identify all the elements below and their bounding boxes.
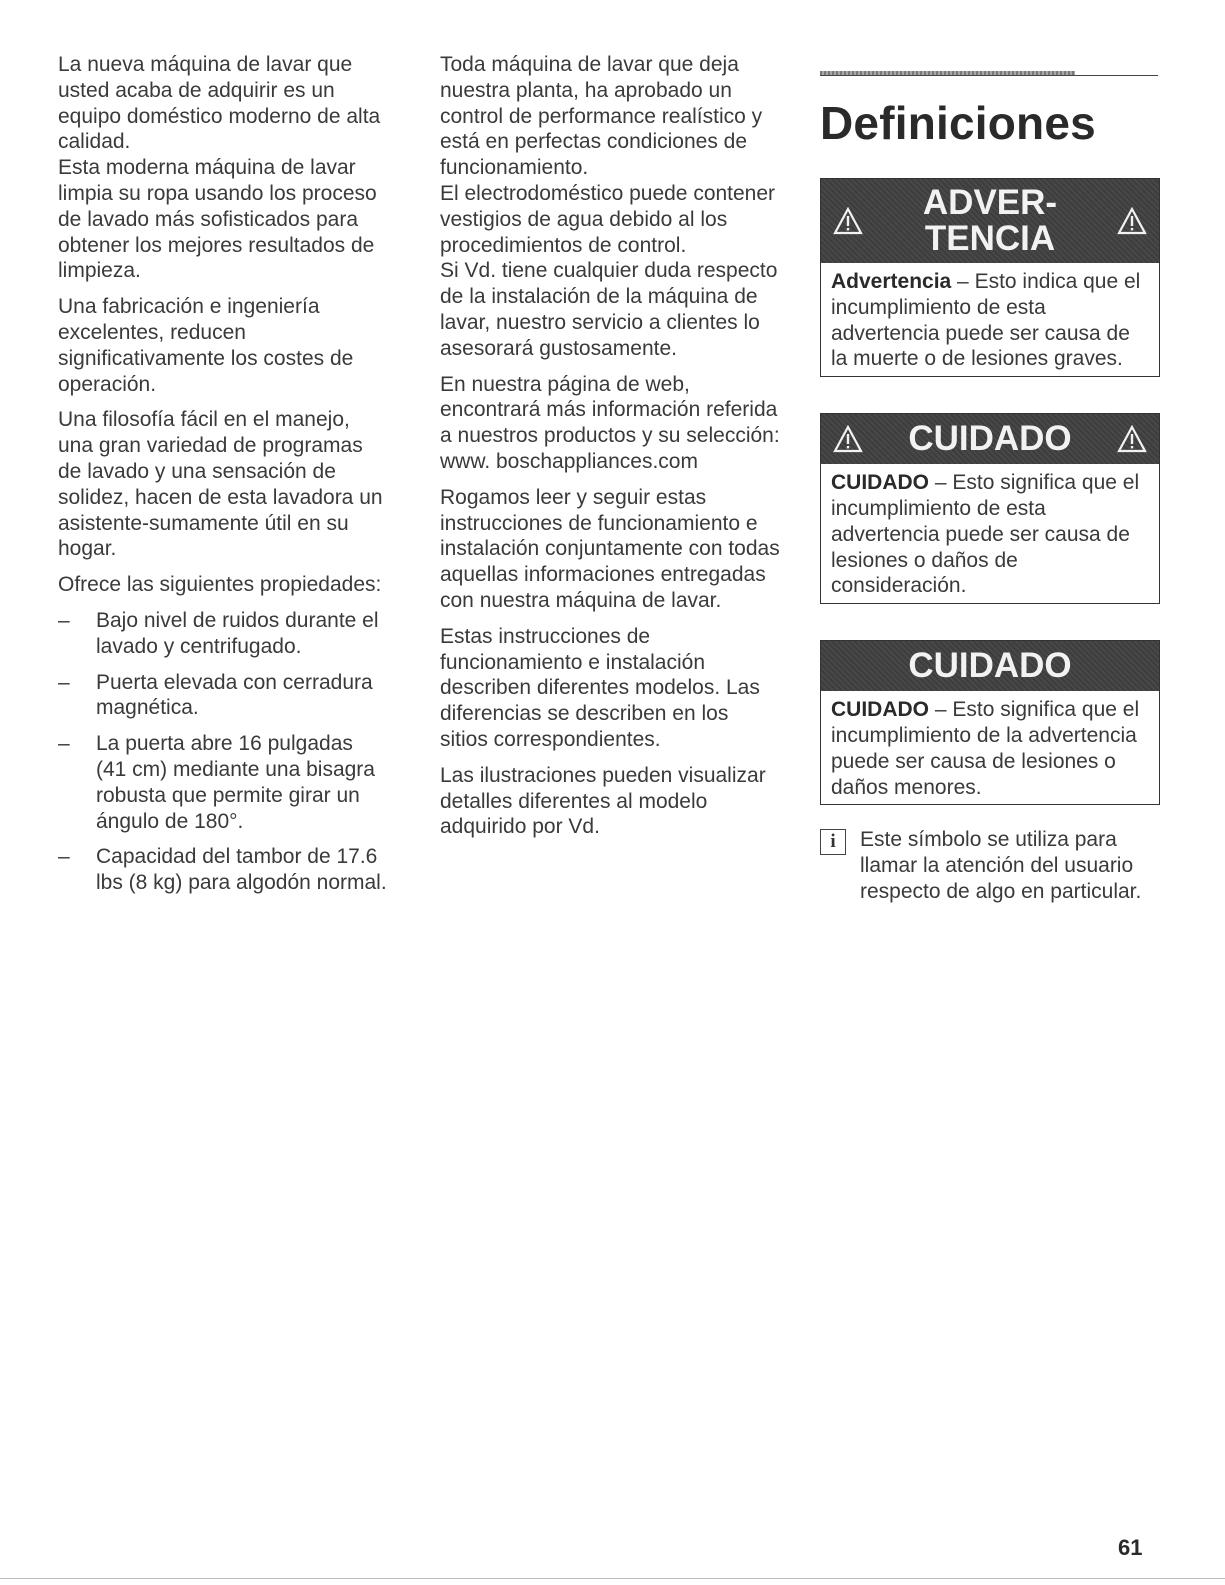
website-url: www. boschappliances.com bbox=[440, 449, 698, 473]
caution-title: CUIDADO bbox=[908, 646, 1072, 686]
list-item: – Puerta elevada con cerradura magnética. bbox=[58, 670, 373, 720]
caution-text: CUIDADO – Esto significa que el incumplimiento de la advertencia puede ser causa de lesiones o daños menores. bbox=[831, 698, 1140, 799]
dash-bullet: – bbox=[58, 732, 70, 756]
page-number: 61 bbox=[1118, 1535, 1143, 1560]
caution-header bbox=[821, 414, 1159, 464]
warning-triangle-icon bbox=[1117, 425, 1147, 453]
web-paragraph: En nuestra página de web, encontrará más información referida a nuestros productos y su selección: bbox=[440, 372, 780, 448]
caution-header bbox=[821, 641, 1159, 691]
philosophy-paragraph: Una filosofía fácil en el manejo, una gran variedad de programas de lavado y una sensación de solidez, hacen de esta lavadora un asistente-sumamente útil en su hogar. bbox=[58, 408, 383, 561]
info-column bbox=[440, 52, 780, 850]
properties-intro: Ofrece las siguientes propiedades: bbox=[58, 573, 382, 597]
warning-box bbox=[820, 178, 1160, 377]
warning-title: ADVER- TENCIA bbox=[922, 183, 1058, 258]
dash-bullet: – bbox=[58, 845, 70, 869]
caution-box-minor bbox=[820, 640, 1160, 805]
caution-text: CUIDADO – Esto significa que el incumplimiento de esta advertencia puede ser causa de lesiones o daños de consideración. bbox=[831, 471, 1140, 598]
models-paragraph: Estas instrucciones de funcionamiento e instalación describen diferentes modelos. Las diferencias se describen en los sitios correspondientes. bbox=[440, 624, 760, 751]
properties-list bbox=[58, 608, 388, 896]
list-item: – Capacidad del tambor de 17.6 lbs (8 kg) para algodón normal. bbox=[58, 845, 387, 895]
warning-triangle-icon bbox=[1117, 207, 1147, 235]
water-paragraph: El electrodoméstico puede contener vestigios de agua debido al los procedimientos de control. bbox=[440, 181, 776, 257]
info-text: Este símbolo se utiliza para llamar la atención del usuario respecto de algo en particular. bbox=[860, 828, 1142, 903]
instructions-paragraph: Rogamos leer y seguir estas instrucciones de funcionamiento e instalación conjuntamente con todas aquellas informaciones entregadas con nuestra máquina de lavar. bbox=[440, 485, 780, 612]
caution-title: CUIDADO bbox=[908, 419, 1072, 459]
dash-bullet: – bbox=[58, 670, 70, 694]
list-item: – La puerta abre 16 pulgadas (41 cm) mediante una bisagra robusta que permite girar un ángulo de 180°. bbox=[58, 732, 375, 833]
bottom-rule bbox=[0, 1578, 1225, 1579]
header-rule bbox=[820, 62, 1160, 76]
illustrations-paragraph: Las ilustraciones pueden visualizar detalles diferentes al modelo adquirido por Vd. bbox=[440, 763, 766, 839]
warning-triangle-icon bbox=[833, 425, 863, 453]
definitions-section bbox=[820, 62, 1160, 905]
cleaning-paragraph: Esta moderna máquina de lavar limpia su ropa usando los proceso de lavado más sofisticados para obtener los mejores resultados de limpieza. bbox=[58, 156, 377, 283]
warning-triangle-icon bbox=[833, 207, 863, 235]
intro-paragraph: La nueva máquina de lavar que usted acaba de adquirir es un equipo doméstico moderno de alta calidad. bbox=[58, 53, 381, 154]
warning-text: Advertencia – Esto indica que el incumplimiento de esta advertencia puede ser causa de la muerte o de lesiones graves. bbox=[831, 270, 1141, 371]
warning-header bbox=[821, 179, 1159, 263]
engineering-paragraph: Una fabricación e ingeniería excelentes, reducen significativamente los costes de operación. bbox=[58, 295, 354, 396]
info-note bbox=[820, 827, 1160, 904]
quality-paragraph: Toda máquina de lavar que deja nuestra planta, ha aprobado un control de performance realístico y está en perfectas condiciones de funcionamiento. bbox=[440, 53, 763, 180]
dash-bullet: – bbox=[58, 608, 70, 632]
intro-column bbox=[58, 52, 388, 906]
caution-box-serious bbox=[820, 413, 1160, 604]
service-paragraph: Si Vd. tiene cualquier duda respecto de la instalación de la máquina de lavar, nuestro servicio a clientes lo asesorará gustosamente. bbox=[440, 259, 778, 360]
page-title: Definiciones bbox=[820, 97, 1096, 149]
info-icon: i bbox=[820, 829, 846, 855]
list-item: – Bajo nivel de ruidos durante el lavado y centrifugado. bbox=[58, 608, 379, 658]
